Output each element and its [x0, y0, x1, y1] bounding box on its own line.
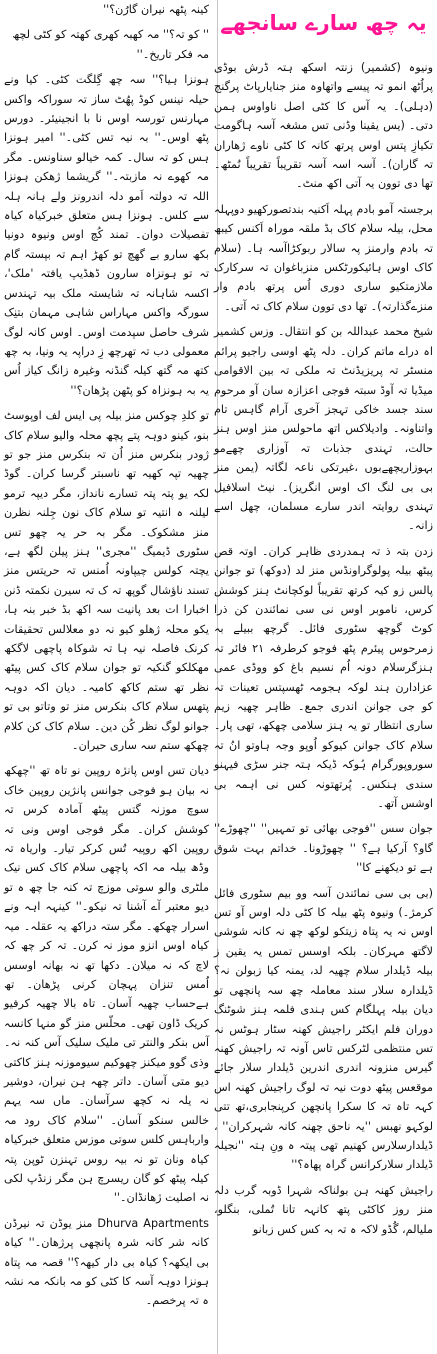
- right-paragraph: ونیوہ (کشمیر) زنتہ اسکھ ہتہ ڈرش بوڈی پراُٹھ انمو تہ پیسے واتھاوہ منز جنایارپاٹ پرگنج (دہلی)۔ یہ آس کا کٹی اصل ناواوس ہمن دتی۔ (یس یقینا وڈنی تس مشغہ آسہ ہاگومت تکیازِ پتس اوس پرتھ کانہ کا کٹی ناوے ژھاران تہ گاران)۔ آسہ اسہ آسہ تقریباً تقریباً نُمٹھ۔ تھا دی توون یہ آتی اکھ منٹ۔: [214, 61, 433, 191]
- right-paragraph: راجیش کھنہ ہن بولناکہ شہرا ڈوبہ گرب دلہ منز روز کاکٹی پتھ کانہہ تانا تُملی، بنگلو، ملیالم، گُڈو لاکہ ہ تہ بہ کس کس زبانو: [214, 1183, 433, 1236]
- left-paragraph: '' کو تہ؟'' مہ کھبہ کھری کھتہ کو کٹی لچھ مہ فکر تاریخ۔'': [12, 28, 209, 61]
- right-paragraph: جوان سس ''فوجی بھائی تو تمہیں'' ''چھوڑے'' گاو؟ آرکیا ہے؟ '' چھوڑونا۔ خداتم بہت شوق ہے تو دیکھنے کا'': [214, 822, 433, 875]
- left-paragraph: Dhurva Apartments منز یوڈن تہ نیرڈن کانہ شر کانہ شرہ پانچھی پرژھان۔'' کیاہ بی ایکھہ؟ کیاہ بی دار کیھہ؟'' قصہ مہ پتاہ ہونزا دوہہ آسہ کا کٹی کو مہ بانکہ مہ نشہ ہ تہ پرخصم۔: [4, 1216, 209, 1308]
- left-paragraph: تو کلدِ چوکس منز بیلہ پی ایس لف اوپوسٹ بنو، کینو دوہہ پتے پچھ محلہ والیو سلام کاک ژودر بنکرس منز اُن تہ بنکرس منز جو تو چھیہ تپہ کھیہ تھ ناسبتر گرسا کران۔ گوڈ لکہ یو پتہ پتہ تسارے نانداز، مگر دیپہ ترمو لیلنہ ہ انتیہ تو سلام کاک نون جِلنہ نظرن منز مشکوک۔ مگر بہ حر یہ چھو تس سٹوری ڈیمیگ ''مجری'' ہنز پیلن لگھ ہے، یچتہ کولس چیپاونہ اُمنس تہ حریتس منز تسند ناؤشال گوپھ تہ ک تہ سیرن نکمتہ ڈنن اخبارا ات بعد پانیت سہ اکھ بڈ خبر بنہ ہا، یکو محلہ ژھلو کیو نہ دو معلالس تحقیقات کرنک فاصلہ نیہ ہا تہ شوکاہ پاچھی لاگکھ مھکلکو گنکیہ تو جوان سلام کاک کس پیٹھ نظر تھ ستم کاکھ کامیہ۔ دیان اکہ دوہہ پتھس سلام کاک بنکرس منز تو وتاتو بی تو جوانو لوگ نظر کُن دین۔ سلام کاک کن کلام چھکھ ستم سہ ساری حیران۔: [4, 409, 209, 753]
- right-column: [214, 0, 433, 1245]
- left-paragraph: کینہ پٹھہ نیران گارُن؟'': [103, 3, 209, 16]
- right-paragraph: شیخ محمد عبداللہ بن کو انتقال۔ وزس کشمیر اہ دراے ماتم کران۔ دلہ پٹھ اوسی راجیو پرائم منسٹر تہ پریزیڈنٹ تہ ملکی تہ بین الاقوامی میڈیا تہ آوڈ سبتہ فوجی اعزازہ سان آو مرحوم سند جسد خاکی تہجز آخری آرام گاہس تام واتناونہ۔ وادیلاکس اتھ ماحولس منز اوس ہنز حالت، تہندی جذبات تہ آوزاری چھےمو بہوزاریچھےبوں ،غیرتکی ناعہ لگاتہ (یمن منز بی بی لنگ اک اوس انگریز)۔ نیٹ اسلافیل تہندی روایتہ اندر سارے مسلمان، چھل اسے زانہ۔: [214, 325, 433, 533]
- right-paragraph: برجستہ آمو بادم پہلہ اَکنیہ بندتصورکھیو دوپہلہ محل، بیلہ سلام کاک بڈ ملقہ موراہ اَکنس کیبھ تہ بادم وارمنز پہ سالار ربوکڑاآسہ ہا۔ (سلام کاک اوس ہائیکورٹکس منزباغوان تہ سرکارک ملازمتکیو ساری دوری اُس پرتھ بادم وار منزےگذارتہ)۔ تھا دی توون سلام کاک تہ آتی۔: [214, 202, 433, 313]
- right-paragraph: زدن بتہ ذ تہ ہمدردی ظاہر کران۔ اوتہ قص پیٹھ بیلہ پولوگراونڈس منز لد (دوکھ) تو جوانن پالس زو کیہ کرتھ تقریباً لوکچانٹ ہنز کوشش کرس، ناموبر اوس نی سی نمائندن کن ذرا کوٹ گوچھ سٹوری فائل۔ گرچھ ببیلے بہ زمرحوس پیئرم پٹھ فوجو کرطرفہ ۲۱ فائر تہ ہنزگرسلام دونہ اُم نسیم باغ کو ووڈی عمی عزادارن ہند لوکہ ہجومہ ٹھسپتس تعینات تہ کو جی جوانن اندری جمع۔ ظاہر چھیہ زیم ساری انتظار تو یہ ہنز سلامی چھکھ، تھی پار۔ سلام کاک جوانن کیوکو اُوپو وجہ ہاوتو انُ تہ سوروپورگرام ہُوکہ ڈیکہ ہتہ جنر سڑی فیہنو سندی ہنکس۔ پُرتھتونہ کس نی اہمہ بی اوشس آتھ۔: [214, 544, 434, 811]
- left-paragraph: دیان تس اوس پانژہ روپین نو تاہ تھ ''چھکھ نہ بیان ہو فوجی جوانس پانژین روپین خاک سوچ موزنہ گتس پیٹھ آمادہ کرس تہ کوشش کران۔ مگر فوجی اوس ونی تہ روپین اکھ روپیہ تُس کرکر تیار۔ واریاہ تہ وڈھ بیلہ مہ اکہ پاچھی سلام کاک کس نیک ملٹری والو سوتی موزچ تہ کنہ جا چھ ہ تو دیو معتبر آے آشنا تہ نیکو۔'' کینہہ اہہ ونے اسرار چھکھ۔ مگر ستہ دراکھ یہ عقلہ۔ میہ کیاہ اوس انزو موز نہ کرن۔ تہ کر چھ کہ لاچ کہ نہ میلان۔ دکھا تھ نہ بھانہ اوسس اُمس تنزان پہچان کرنی پڑھان۔ تھ ہےحساب چھیہ آسان۔ تاہ بالا چھیہ کرفیو کریک ڈاون تھی۔ محلّس منز گو منہا کانسہ آس بنکر والنتر تی ملیک سلیک آس کنہ نہ۔ وذی گوو میکنز چھوکیم سیوموزنہ ہنز کاکتی دیو متی آسان۔ داتر چھہ ہن نیران، دوشیر نہ یلہ نہ کچھ سرآسان۔ ماں سہ یہم خالس سنکو آسان۔ ''سلام کاک رود مہ وارباہس کلس سوتی موزس متعلق خبرکیاہ کیاہ ونان تو نہ بیہ روس تہنزن ٹوپن پتہ کیلہ پیٹھ کو گان ریسرچ ہن مگر زنڈپ لکی نہ اصلیت ژھانڈان۔'': [4, 764, 209, 1205]
- right-paragraph: (بی بی سی نمائندن آسہ وو بیم سٹوری فائل کرمژ۔) ونیوہ پٹھ بیلہ کا کٹی دلہ اوس آو تس اوس نہ یہ پتاہ زیتکو لوکھ چھ نہ کانہ شوشی لاگتھ مہرکان۔ بلکہ اوسس تمس یہ یقین ز بیلہ ڈیلدار سلام چھیہ لد، یمنہ کیا زبولن نہ؟ ڈیلدارہ سلار سند معاملہ چھ سہ پانچھی تو دیان بیلہ پہلگام کس ہندی فلمہ ہنز شوٹنگ دوران فلم ایکٹر راجیش کھنہ سٹار ہوٹس نہ تس منتظمی لٹرکس تاس آونہ تہ راجیش کھنہ گیرس منزونہ اندری اندرین ڈیلدار سلار جائے موقعس پیٹھ دوت نیہ تہ لوگ راجیش کھنہ اس کہہ تاہ تہ کا سکرا پانچھن کرپنجابری،تھ تتی لوکہو نھبس ''یہ ناحق چھنہ کانہ شہرکران'' ، ڈیلدارسلارس کھنیم تھی پیتہ ہ ونِ ہتہ ''نجیلہ ڈیلدار سلارکرانس گراہ پھاہ؟'': [214, 886, 433, 1172]
- left-paragraph: ہونزا ہیا؟'' سہ چھ گِلگت کٹی۔ کیا ونے حیلہ نینس کوڈ پھُٹ ساز تہ سوراکہ واکس مہارنس تورسہ اوس نا با انجینیئر۔ دورس پٹھ اوس۔'' بہ نیہ تس کٹی۔'' امیر ہونزا ہس کو تہ سال۔ کمہ خیالو سناونس۔ مگر مہ کھوے نہ مازبتہ۔'' گریشما ژھکن ہونزا اللہ تہ دولتہ اَمو دلہ اندرونز ولے ہانہ ہلہ سے کلس۔ ہونزا ہس متعلق خبرکیاہ کیاہ تفصیلات دوان۔ تمند کُچ اوس ونیوہ دونیا بکھ سارو بے گھچ تو کھڑ اہم تہ بپستہ گام تہ تو ہونزاہ سارون ڈھڈیپ یافتہ 'ملک'، اکسہ شاہانہ تہ شایستہ ملک بیہ تہندس سورگہ واکس مہاراس شاہی مہمان بتنِک شرف حاصل سپدمت اوس۔ اوس کانہ لوگ معمولی دب تہ تھرچھ زِ دراپہ یہ ونیا، بہ چھ کتھ مہ گتھ کیلہ گنڈنہ وغیرہ زانگ کیاز اُس یہ بہ ہونزاہ کو پٹھن پڑھان؟'': [4, 73, 209, 397]
- article-title: یہ چھ سارے سانجھے: [220, 11, 427, 35]
- left-column: [4, 0, 209, 1317]
